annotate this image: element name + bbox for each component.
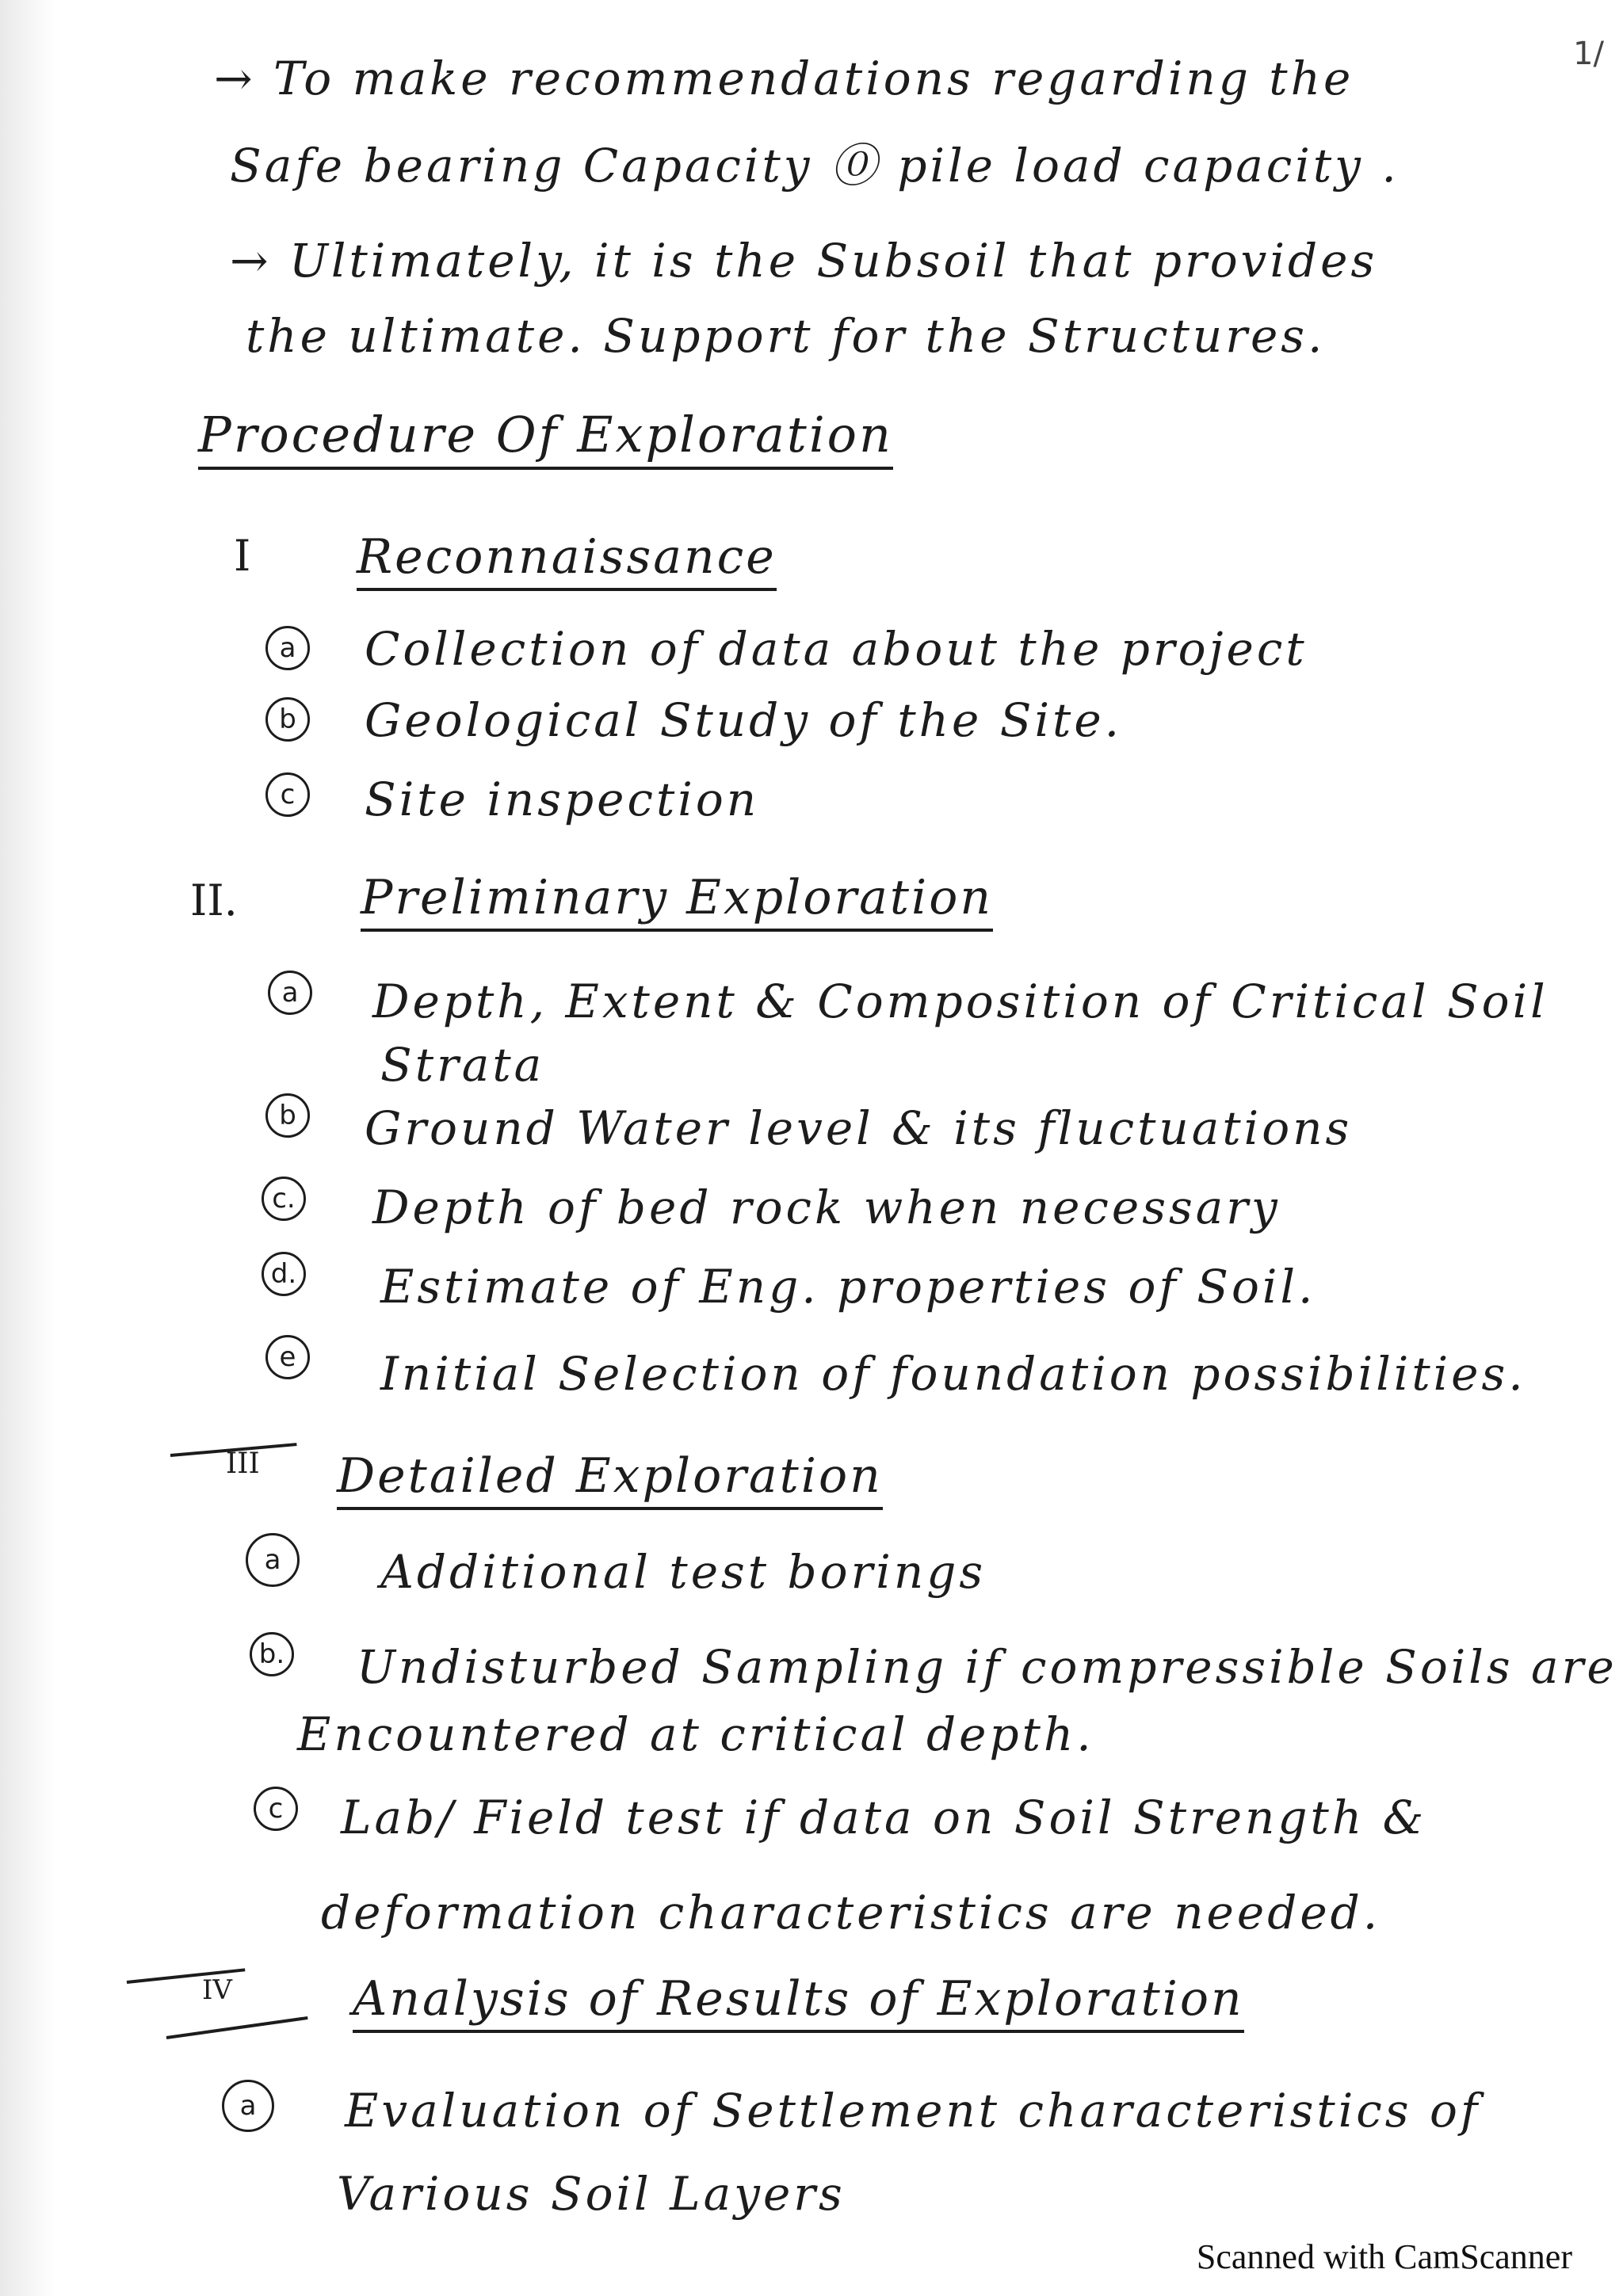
- intro-line-4: the ultimate. Support for the Structures.: [246, 309, 1326, 363]
- corner-mark: 1/: [1573, 36, 1604, 72]
- section-1-item-2: Geological Study of the Site.: [365, 693, 1123, 747]
- section-1-item-3-marker: c: [265, 772, 310, 817]
- section-3-heading: Detailed Exploration: [337, 1450, 883, 1510]
- section-1-item-1-marker: a: [265, 626, 310, 670]
- section-2-item-1-marker: a: [268, 971, 312, 1015]
- section-2-item-5-marker: e: [265, 1335, 310, 1379]
- page-title: Procedure Of Exploration: [198, 408, 893, 470]
- section-1-item-2-marker: b: [265, 697, 310, 742]
- section-4-stroke-bottom: [166, 2016, 308, 2039]
- intro-line-3: → Ultimately, it is the Subsoil that provides: [230, 234, 1378, 288]
- section-3-item-3-cont: deformation characteristics are needed.: [321, 1886, 1381, 1939]
- section-3-item-2: Undisturbed Sampling if compressible Soils are: [357, 1640, 1617, 1694]
- scanner-watermark: Scanned with CamScanner: [1196, 2237, 1572, 2276]
- section-4-item-1-marker: a: [222, 2080, 274, 2132]
- section-2-item-2-marker: b: [265, 1093, 310, 1138]
- section-3-item-2-cont: Encountered at critical depth.: [297, 1707, 1094, 1761]
- section-2-item-3-marker: c.: [262, 1177, 306, 1221]
- section-3-numeral: III: [226, 1447, 260, 1480]
- section-2-item-4-marker: d.: [262, 1252, 306, 1296]
- section-2-numeral: II.: [190, 875, 238, 925]
- section-1-numeral: I: [234, 531, 251, 581]
- section-4-heading: Analysis of Results of Exploration: [353, 1973, 1244, 2033]
- section-1-heading: Reconnaissance: [357, 531, 777, 591]
- section-2-item-1-cont: Strata: [380, 1038, 545, 1092]
- section-3-item-1-marker: a: [246, 1533, 300, 1587]
- section-3-item-3: Lab/ Field test if data on Soil Strength &: [341, 1791, 1427, 1844]
- section-3-item-2-marker: b.: [250, 1632, 294, 1676]
- section-4-item-1-cont: Various Soil Layers: [337, 2167, 846, 2221]
- intro-line-1: → To make recommendations regarding the: [214, 51, 1354, 105]
- section-3-item-3-marker: c: [254, 1787, 298, 1831]
- page-edge-shadow: [0, 0, 55, 2296]
- section-2-item-3: Depth of bed rock when necessary: [372, 1180, 1281, 1234]
- section-1-item-1: Collection of data about the project: [365, 622, 1308, 676]
- section-2-item-2: Ground Water level & its fluctuations: [365, 1101, 1353, 1155]
- section-1-item-3: Site inspection: [365, 772, 760, 826]
- section-4-numeral: IV: [202, 1974, 232, 2006]
- section-2-item-4: Estimate of Eng. properties of Soil.: [380, 1260, 1316, 1314]
- section-4-item-1: Evaluation of Settlement characteristics of: [345, 2084, 1481, 2138]
- section-3-item-1: Additional test borings: [380, 1545, 987, 1599]
- section-2-item-1: Depth, Extent & Composition of Critical Soil: [372, 974, 1549, 1028]
- intro-line-2: Safe bearing Capacity ⓪ pile load capacity .: [230, 139, 1400, 193]
- section-2-item-5: Initial Selection of foundation possibilities.: [380, 1347, 1526, 1401]
- section-2-heading: Preliminary Exploration: [361, 871, 993, 932]
